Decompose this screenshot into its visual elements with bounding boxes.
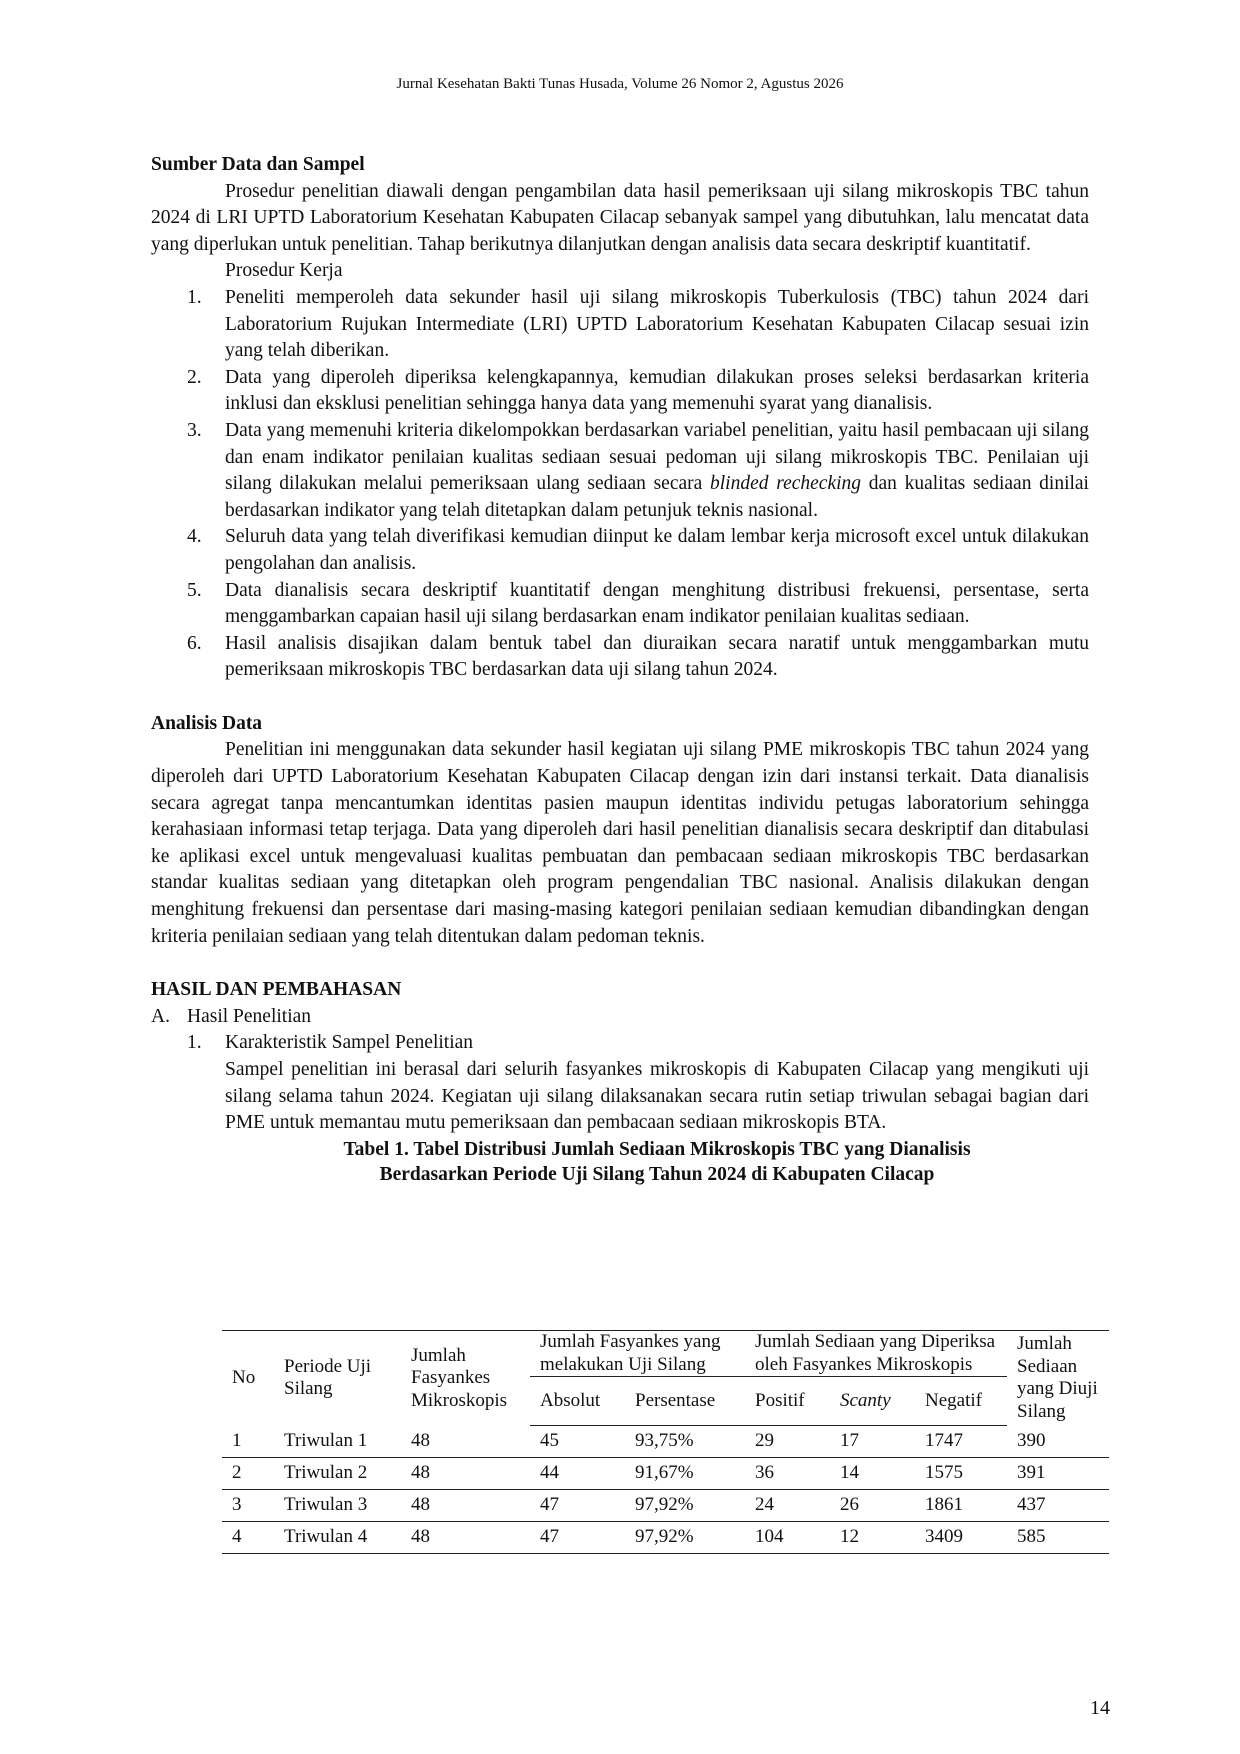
cell-scanty: 12 [830, 1522, 915, 1554]
table-row [222, 1458, 1109, 1490]
table-caption-line: Berdasarkan Periode Uji Silang Tahun 2024 di Kabupaten Cilacap [379, 1163, 935, 1185]
step-number: 2. [187, 366, 202, 388]
paragraph-sumber: Prosedur penelitian diawali dengan pengambilan data hasil pemeriksaan uji silang mikroskopis TBC tahun 2024 di LRI UPTD Laboratorium Kesehatan Kabupaten Cilacap sebanyak sampel yang dibutuhkan, lalu mencatat data yang diperlukan untuk penelitian. Tahap berikutnya dilanjutkan dengan analisis data secara deskriptif kuantitatif. [151, 180, 1089, 255]
step-number: 1. [187, 286, 202, 308]
cell-diuji: 390 [1007, 1426, 1109, 1458]
main-content [151, 152, 1089, 1187]
col-header-persentase: Persentase [625, 1377, 745, 1426]
spacer [151, 684, 1089, 711]
cell-no: 1 [222, 1426, 274, 1458]
col-group-fasyankes-uji: Jumlah Fasyankes yang melakukan Uji Silang [530, 1331, 745, 1377]
cell-fasyankes: 48 [401, 1522, 530, 1554]
cell-periode: Triwulan 3 [274, 1490, 401, 1522]
cell-negatif: 1575 [915, 1458, 1007, 1490]
cell-absolut: 44 [530, 1458, 625, 1490]
cell-negatif: 1747 [915, 1426, 1007, 1458]
cell-diuji: 585 [1007, 1522, 1109, 1554]
step-text: dan kualitas sediaan dinilai berdasarkan indikator yang telah ditetapkan dalam petunjuk teknis nasional. [225, 473, 1089, 521]
section-heading-sumber: Sumber Data dan Sampel [151, 154, 365, 175]
col-group-sediaan: Jumlah Sediaan yang Diperiksa oleh Fasyankes Mikroskopis [745, 1331, 1007, 1377]
col-header-jumlah-diuji: Jumlah Sediaan yang Diuji Silang [1007, 1331, 1109, 1426]
col-header-absolut: Absolut [530, 1377, 625, 1426]
procedure-step [151, 285, 1089, 365]
paragraph-analisis: Penelitian ini menggunakan data sekunder hasil kegiatan uji silang PME mikroskopis TBC tahun 2024 yang diperoleh dari UPTD Laboratorium Kesehatan Kabupaten Cilacap dengan izin dari instansi terkait. Data dianalisis secara agregat tanpa mencantumkan identitas pasien maupun identitas individu petugas laboratorium sehingga kerahasiaan informasi tetap terjaga. Data yang diperoleh dari hasil penelitian dianalisis secara deskriptif dan ditabulasi ke aplikasi excel untuk mengevaluasi kualitas pembuatan dan pembacaan sediaan mikroskopis TBC berdasarkan standar kualitas sediaan yang ditetapkan oleh program pengendalian TBC nasional. Analisis dilakukan dengan menghitung frekuensi dan persentase dari masing-masing kategori penilaian sediaan kemudian dibandingkan dengan kriteria penilaian sediaan yang telah ditentukan dalam pedoman teknis. [151, 739, 1089, 947]
table-header-row [222, 1331, 1109, 1377]
cell-diuji: 437 [1007, 1490, 1109, 1522]
col-header-periode: Periode Uji Silang [274, 1331, 401, 1426]
step-number: 3. [187, 419, 202, 441]
distribution-table [222, 1330, 1109, 1554]
subsection-title: Karakteristik Sampel Penelitian [225, 1032, 474, 1054]
step-text: Peneliti memperoleh data sekunder hasil uji silang mikroskopis Tuberkulosis (TBC) tahun 2024 dari Laboratorium Rujukan Intermediate (LRI) UPTD Laboratorium Kesehatan Kabupaten Cilacap sesuai izin yang telah diberikan. [225, 286, 1089, 362]
spacer [151, 950, 1089, 977]
step-text: Data yang memenuhi kriteria dikelompokkan berdasarkan variabel penelitian, yaitu hasil pembacaan uji silang dan enam indikator penilaian kualitas sediaan sesuai pedoman uji silang mikroskopis TBC. Penilaian uji silang dilakukan melalui pemeriksaan ulang sediaan secara [225, 419, 1089, 495]
cell-scanty: 17 [830, 1426, 915, 1458]
cell-absolut: 47 [530, 1522, 625, 1554]
cell-positif: 29 [745, 1426, 830, 1458]
step-text: Hasil analisis disajikan dalam bentuk tabel dan diuraikan secara naratif untuk menggambarkan mutu pemeriksaan mikroskopis TBC berdasarkan data uji silang tahun 2024. [225, 632, 1089, 681]
cell-fasyankes: 48 [401, 1458, 530, 1490]
section-heading-analisis: Analisis Data [151, 712, 263, 734]
procedure-step [151, 631, 1089, 684]
cell-fasyankes: 48 [401, 1426, 530, 1458]
procedure-steps [151, 285, 1089, 684]
cell-periode: Triwulan 1 [274, 1426, 401, 1458]
cell-negatif: 3409 [915, 1522, 1007, 1554]
step-text: Data dianalisis secara deskriptif kuantitatif dengan menghitung distribusi frekuensi, persentase, serta menggambarkan capaian hasil uji silang berdasarkan enam indikator penilaian kualitas sediaan. [225, 579, 1089, 628]
cell-scanty: 14 [830, 1458, 915, 1490]
step-text: Data yang diperoleh diperiksa kelengkapannya, kemudian dilakukan proses seleksi berdasarkan kriteria inklusi dan eksklusi penelitian sehingga hanya data yang memenuhi syarat yang dianalisis. [225, 366, 1089, 415]
scanty-label: Scanty [840, 1389, 891, 1411]
subsection-a [151, 1004, 1089, 1031]
cell-periode: Triwulan 2 [274, 1458, 401, 1490]
step-number: 6. [187, 632, 202, 654]
cell-no: 2 [222, 1458, 274, 1490]
step-number: 5. [187, 579, 202, 601]
col-header-positif: Positif [745, 1377, 830, 1426]
cell-scanty: 26 [830, 1490, 915, 1522]
cell-positif: 104 [745, 1522, 830, 1554]
col-header-scanty [830, 1377, 915, 1426]
step-number: 4. [187, 526, 202, 548]
running-head: Jurnal Kesehatan Bakti Tunas Husada, Volume 26 Nomor 2, Agustus 2026 [396, 76, 844, 92]
col-header-negatif: Negatif [915, 1377, 1007, 1426]
table-caption-line: Tabel 1. Tabel Distribusi Jumlah Sediaan Mikroskopis TBC yang Dianalisis [343, 1138, 971, 1160]
cell-no: 4 [222, 1522, 274, 1554]
cell-persentase: 97,92% [625, 1490, 745, 1522]
col-header-jumlah-fasyankes: Jumlah Fasyankes Mikroskopis [401, 1331, 530, 1426]
procedure-step [151, 578, 1089, 631]
cell-negatif: 1861 [915, 1490, 1007, 1522]
step-text: Seluruh data yang telah diverifikasi kemudian diinput ke dalam lembar kerja microsoft excel untuk dilakukan pengolahan dan analisis. [225, 526, 1089, 574]
table-row [222, 1426, 1109, 1458]
cell-absolut: 45 [530, 1426, 625, 1458]
subsection-title: Hasil Penelitian [187, 1005, 312, 1027]
paragraph-hasil: Sampel penelitian ini berasal dari selurih fasyankes mikroskopis di Kabupaten Cilacap yang mengikuti uji silang selama tahun 2024. Kegiatan uji silang dilaksanakan secara rutin setiap triwulan sebagai bagian dari PME untuk memantau mutu pemeriksaan dan pembacaan sediaan mikroskopis BTA. [225, 1059, 1089, 1134]
cell-positif: 24 [745, 1490, 830, 1522]
section-heading-hasil: HASIL DAN PEMBAHASAN [151, 979, 402, 1001]
cell-fasyankes: 48 [401, 1490, 530, 1522]
table-caption [225, 1137, 1089, 1187]
cell-absolut: 47 [530, 1490, 625, 1522]
cell-no: 3 [222, 1490, 274, 1522]
cell-diuji: 391 [1007, 1458, 1109, 1490]
subsection-label: A. [151, 1005, 170, 1027]
subsection-1 [151, 1030, 1089, 1057]
step-text-italic: blinded rechecking [710, 473, 862, 495]
cell-periode: Triwulan 4 [274, 1522, 401, 1554]
table-row [222, 1522, 1109, 1554]
table-row [222, 1490, 1109, 1522]
subsection-label: 1. [187, 1032, 202, 1054]
col-header-no: No [222, 1331, 274, 1426]
page-number: 14 [1090, 1697, 1110, 1719]
cell-persentase: 97,92% [625, 1522, 745, 1554]
procedure-step [151, 365, 1089, 418]
cell-persentase: 93,75% [625, 1426, 745, 1458]
cell-positif: 36 [745, 1458, 830, 1490]
procedure-step [151, 418, 1089, 524]
procedure-step [151, 524, 1089, 577]
cell-persentase: 91,67% [625, 1458, 745, 1490]
procedure-label: Prosedur Kerja [225, 260, 343, 282]
